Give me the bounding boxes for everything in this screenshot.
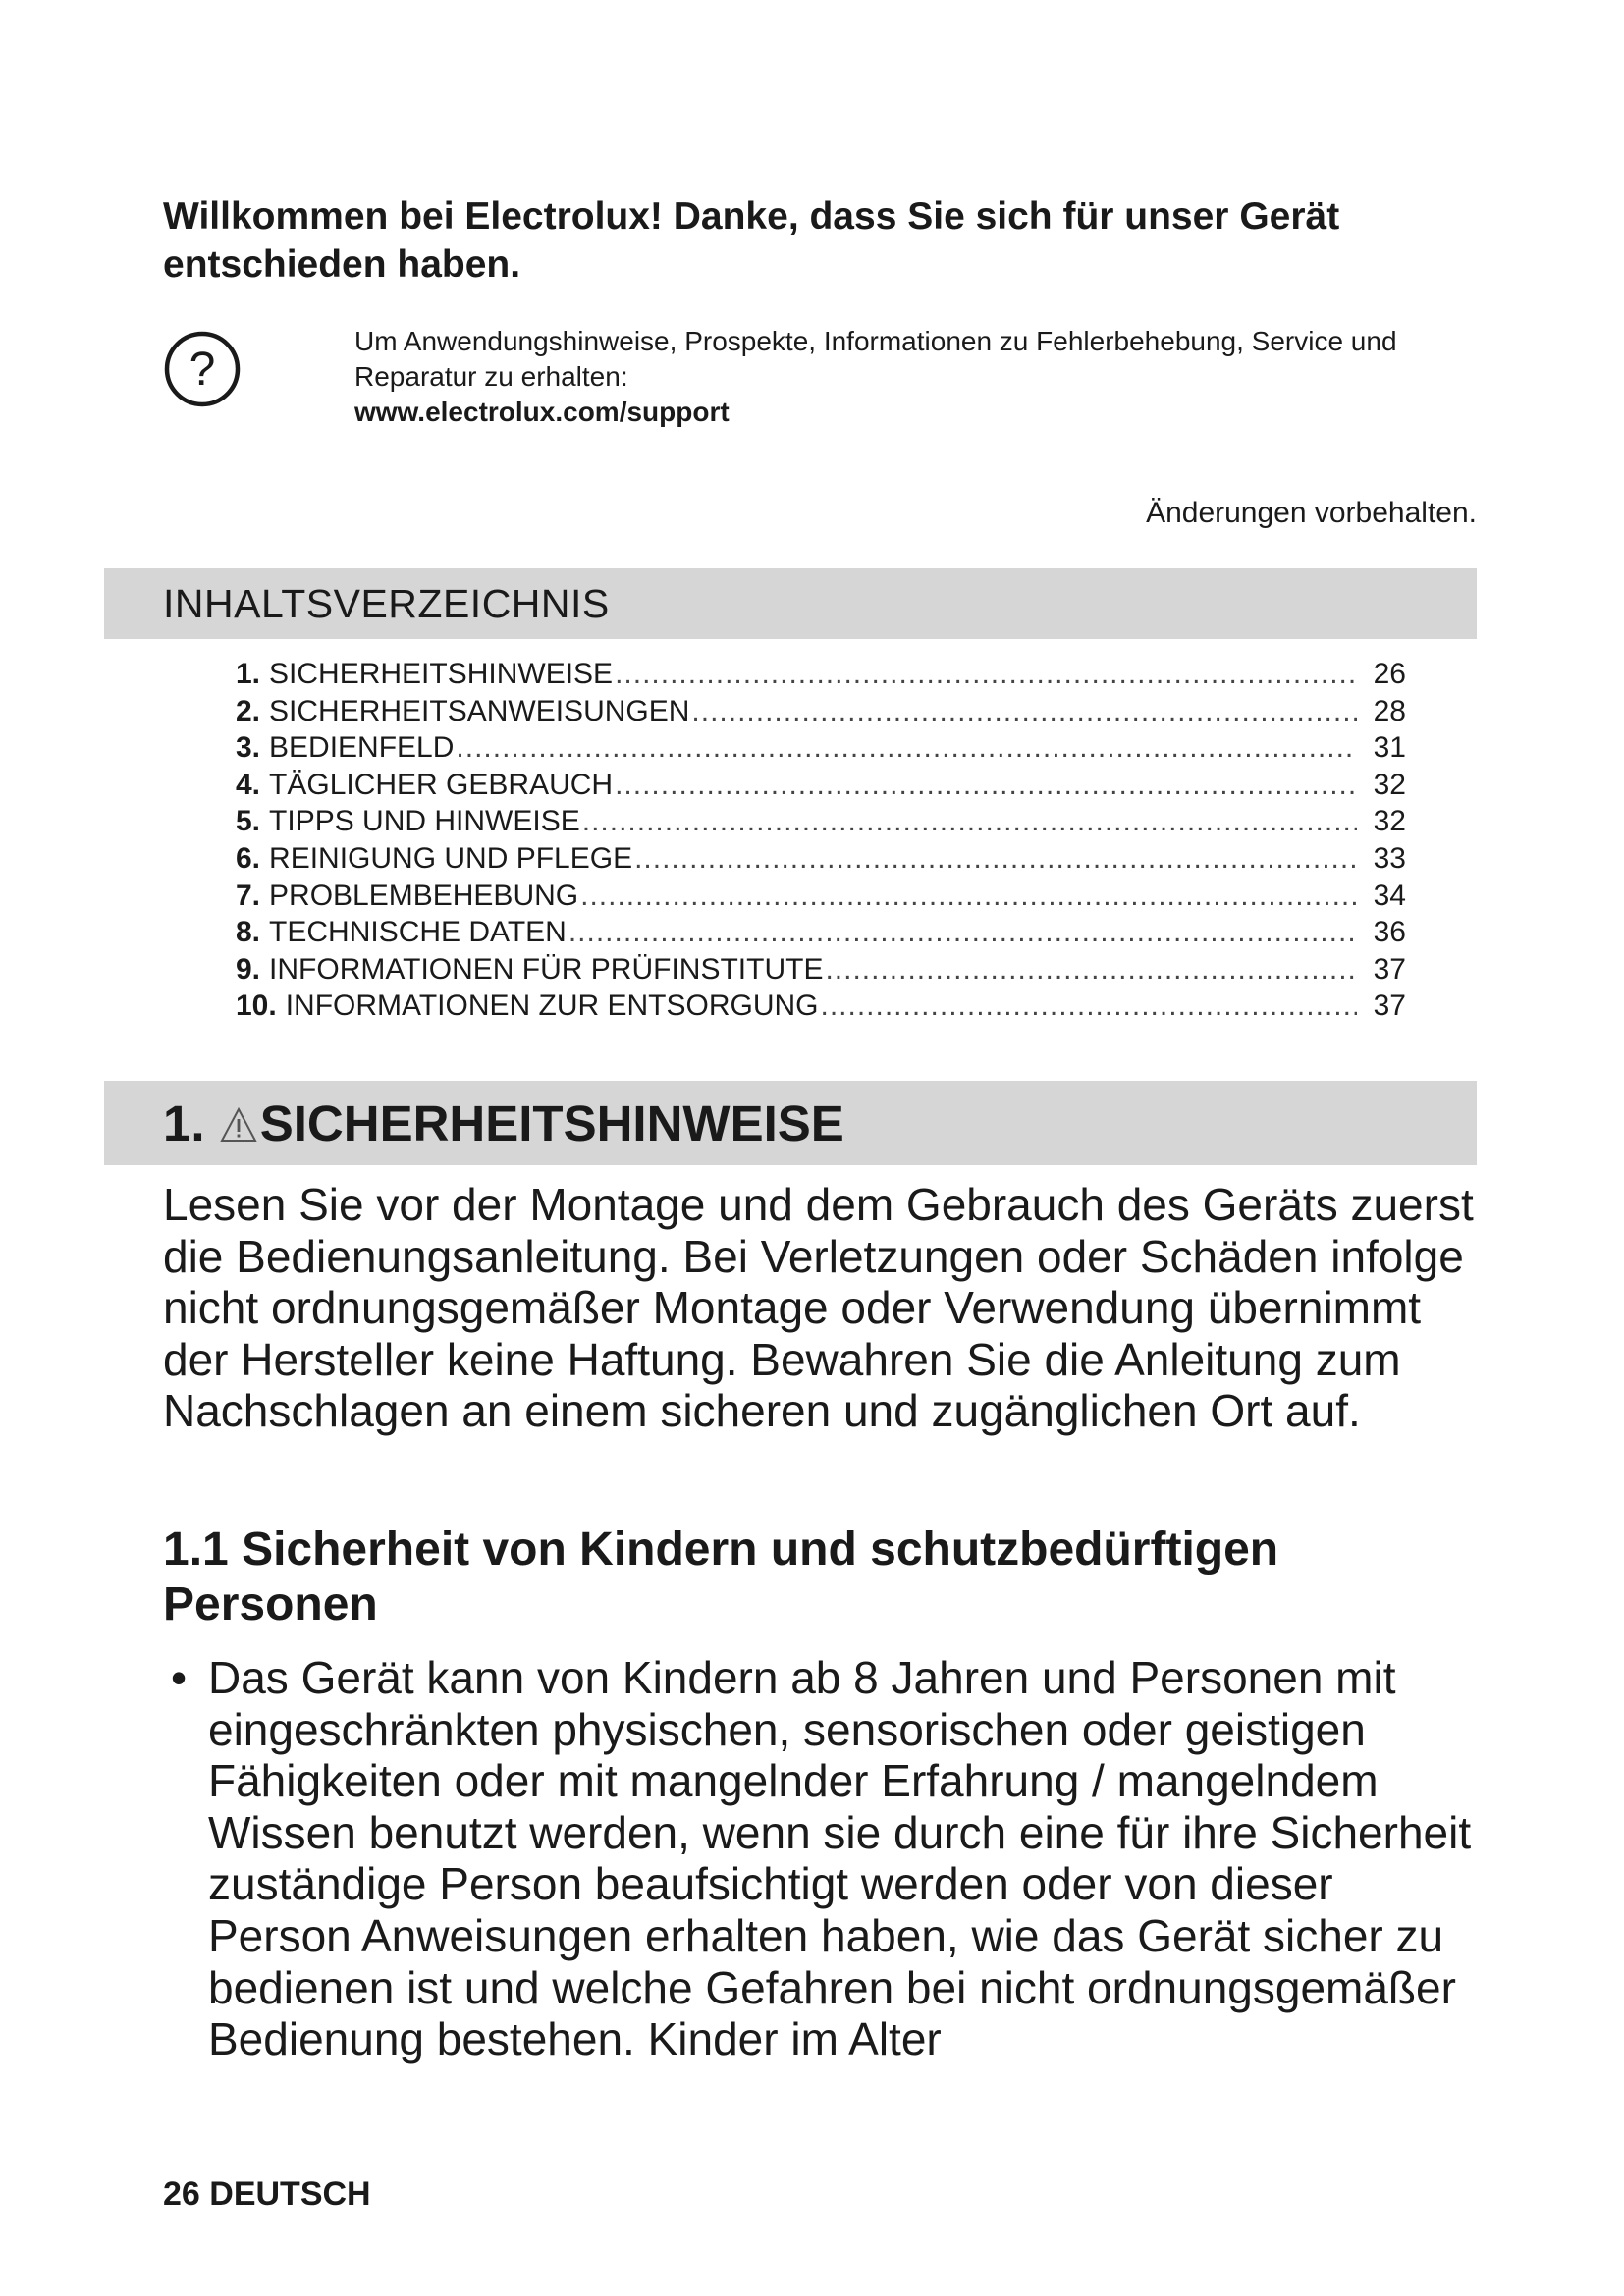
toc-item-number: 9. xyxy=(236,952,261,986)
toc-leader xyxy=(821,988,1358,1025)
toc-item-number: 1. xyxy=(236,658,261,690)
toc-item-number: 3. xyxy=(236,731,261,765)
section-header-band xyxy=(104,1081,1477,1165)
toc-item-label: INFORMATIONEN ZUR ENTSORGUNG xyxy=(285,989,819,1023)
toc-item-page: 32 xyxy=(1373,768,1406,801)
toc-item-number: 2. xyxy=(236,694,261,727)
support-description: Um Anwendungshinweise, Prospekte, Informationen zu Fehlerbehebung, Service und Reparatur zu erhalten: xyxy=(354,326,1397,392)
section-title xyxy=(163,1095,844,1153)
toc-leader xyxy=(634,840,1357,878)
toc-item-number: 4. xyxy=(236,768,261,801)
toc-item-page: 28 xyxy=(1373,694,1406,727)
toc-item[interactable] xyxy=(236,878,1406,915)
toc-leader xyxy=(615,656,1357,693)
toc-item-label: TÄGLICHER GEBRAUCH xyxy=(269,768,614,801)
toc-leader xyxy=(580,878,1357,915)
section-intro: Lesen Sie vor der Montage und dem Gebrauch des Geräts zuerst die Bedienungsanleitung. Bei Verletzungen oder Schäden infolge nicht ordnungsgemäßer Montage oder Verwendung übernimmt der Hersteller keine Haftung. Bewahren Sie die Anleitung zum Nachschlagen an einem sicheren und zugänglichen Ort auf. xyxy=(163,1179,1474,1436)
toc-item-label: REINIGUNG UND PFLEGE xyxy=(269,841,633,875)
toc-item-label: PROBLEMBEHEBUNG xyxy=(269,879,579,912)
question-icon xyxy=(163,330,242,408)
toc-item-label: TIPPS UND HINWEISE xyxy=(269,805,580,838)
toc-item[interactable] xyxy=(236,693,1406,730)
toc-item-page: 26 xyxy=(1373,658,1406,690)
toc-title: INHALTSVERZEICHNIS xyxy=(163,581,610,626)
support-text xyxy=(354,324,1484,430)
welcome-heading: Willkommen bei Electrolux! Danke, dass Sie sich für unser Gerät entschieden haben. xyxy=(163,195,1340,286)
support-block xyxy=(163,324,1479,442)
toc-leader xyxy=(456,729,1357,767)
toc-item[interactable] xyxy=(236,988,1406,1025)
toc-item[interactable] xyxy=(236,656,1406,693)
toc-item-page: 34 xyxy=(1373,879,1406,912)
svg-text:?: ? xyxy=(189,344,216,396)
toc-item-page: 36 xyxy=(1373,916,1406,949)
toc-item-label: SICHERHEITSANWEISUNGEN xyxy=(269,694,690,727)
toc-item[interactable] xyxy=(236,840,1406,878)
toc-item[interactable] xyxy=(236,729,1406,767)
toc-item[interactable] xyxy=(236,767,1406,804)
toc-header-band xyxy=(104,568,1477,639)
toc-leader xyxy=(582,803,1357,840)
subsection-title: 1.1 Sicherheit von Kindern und schutzbedürftigen Personen xyxy=(163,1523,1279,1630)
toc-leader xyxy=(825,951,1357,988)
list-item: • Das Gerät kann von Kindern ab 8 Jahren und Personen mit eingeschränkten physischen, sensorischen oder geistigen Fähigkeiten oder mit mangelnder Erfahrung / mangelndem Wissen benutzt werden, wenn sie durch eine für ihre Sicherheit zuständige Person beaufsichtigt werden oder von dieser Person Anweisungen erhalten haben, wie das Gerät sicher zu bedienen ist und welche Gefahren bei nicht ordnungsgemäßer Bedienung bestehen. Kinder im Alter xyxy=(163,1652,1489,2065)
toc-leader xyxy=(568,914,1357,951)
toc-leader xyxy=(691,693,1357,730)
table-of-contents xyxy=(236,656,1406,1025)
toc-item-page: 31 xyxy=(1373,731,1406,765)
support-link[interactable]: www.electrolux.com/support xyxy=(354,397,730,427)
toc-item-page: 32 xyxy=(1373,805,1406,838)
toc-item-label: TECHNISCHE DATEN xyxy=(269,916,567,949)
toc-item-number: 7. xyxy=(236,879,261,912)
bullet-list xyxy=(163,1652,1489,2065)
toc-item-number: 6. xyxy=(236,841,261,875)
changes-notice: Änderungen vorbehalten. xyxy=(1146,497,1477,529)
section-title-text: SICHERHEITSHINWEISE xyxy=(259,1095,844,1151)
toc-item-page: 37 xyxy=(1373,952,1406,986)
page-footer: 26 DEUTSCH xyxy=(163,2175,371,2213)
toc-item-number: 8. xyxy=(236,916,261,949)
toc-item[interactable] xyxy=(236,914,1406,951)
toc-item-number: 5. xyxy=(236,805,261,838)
toc-item-label: INFORMATIONEN FÜR PRÜFINSTITUTE xyxy=(269,952,824,986)
toc-item-label: SICHERHEITSHINWEISE xyxy=(269,658,614,690)
toc-item-page: 37 xyxy=(1373,989,1406,1023)
toc-item-number: 10. xyxy=(236,989,277,1023)
warning-icon xyxy=(219,1095,260,1151)
toc-leader xyxy=(615,767,1357,804)
toc-item-label: BEDIENFELD xyxy=(269,731,455,765)
section-number: 1. xyxy=(163,1095,205,1151)
toc-item[interactable] xyxy=(236,951,1406,988)
toc-item[interactable] xyxy=(236,803,1406,840)
toc-item-page: 33 xyxy=(1373,841,1406,875)
